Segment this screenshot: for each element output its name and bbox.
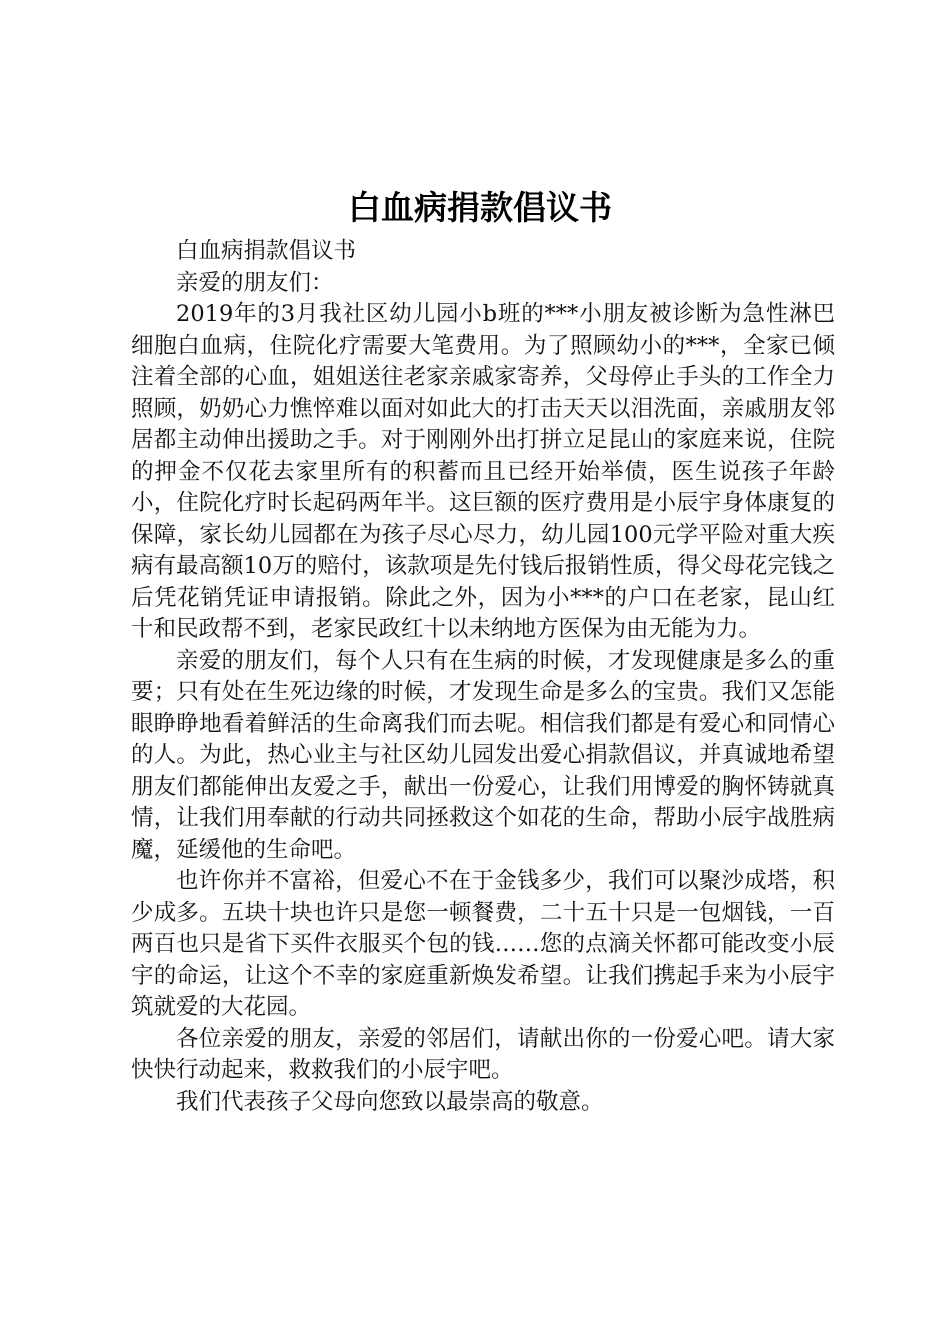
paragraph-call-to-action: 各位亲爱的朋友，亲爱的邻居们，请献出你的一份爱心吧。请大家快快行动起来，救救我们的小辰宇吧。 xyxy=(131,1025,835,1083)
salutation-line: 亲爱的朋友们： xyxy=(176,269,334,296)
paragraph-donation: 也许你并不富裕，但爱心不在于金钱多少，我们可以聚沙成塔，积少成多。五块十块也许只是您一顿餐费，二十五十只是一包烟钱，一百两百也只是省下买件衣服买个包的钱……您的点滴关怀都可能改变小辰宇的命运，让这个不幸的家庭重新焕发希望。让我们携起手来为小辰宇筑就爱的大花园。 xyxy=(131,868,835,1020)
paragraph-appeal: 亲爱的朋友们，每个人只有在生病的时候，才发现健康是多么的重要；只有处在生死边缘的时候，才发现生命是多么的宝贵。我们又怎能眼睁睁地看着鲜活的生命离我们而去呢。相信我们都是有爱心和同情心的人。为此，热心业主与社区幼儿园发出爱心捐款倡议，并真诚地希望朋友们都能伸出友爱之手，献出一份爱心，让我们用博爱的胸怀铸就真情，让我们用奉献的行动共同拯救这个如花的生命，帮助小辰宇战胜病魔，延缓他的生命吧。 xyxy=(131,647,835,863)
paragraph-closing: 我们代表孩子父母向您致以最崇高的敬意。 xyxy=(176,1088,604,1115)
document-body xyxy=(131,236,835,1118)
document-title: 白血病捐款倡议书 xyxy=(348,188,612,227)
body-heading-line: 白血病捐款倡议书 xyxy=(176,238,357,264)
paragraph-situation: 2019年的3月我社区幼儿园小b班的***小朋友被诊断为急性淋巴细胞白血病，住院化疗需要大笔费用。为了照顾幼小的***，全家已倾注着全部的心血，姐姐送往老家亲戚家寄养，父母停止手头的工作全力照顾，奶奶心力憔悴难以面对如此大的打击天天以泪洗面，亲戚朋友邻居都主动伸出援助之手。对于刚刚外出打拼立足昆山的家庭来说，住院的押金不仅花去家里所有的积蓄而且已经开始举债，医生说孩子年龄小，住院化疗时长起码两年半。这巨额的医疗费用是小辰宇身体康复的保障，家长幼儿园都在为孩子尽心尽力，幼儿园100元学平险对重大疾病有最高额10万的赔付，该款项是先付钱后报销性质，得父母花完钱之后凭花销凭证申请报销。除此之外，因为小***的户口在老家，昆山红十和民政帮不到，老家民政红十以未纳地方医保为由无能为力。 xyxy=(131,301,835,642)
